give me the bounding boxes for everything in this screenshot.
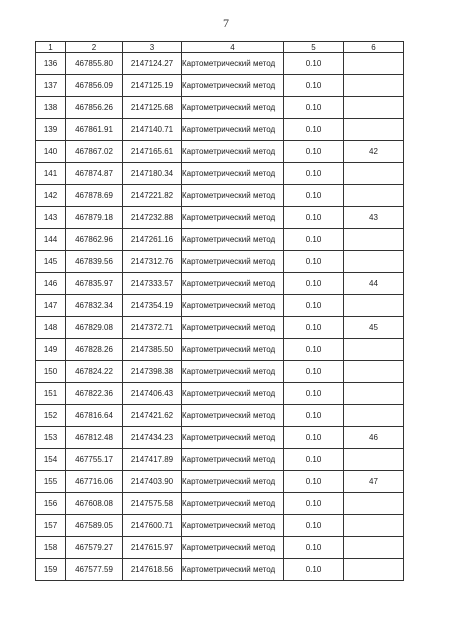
- x-coordinate-cell: 467862.96: [66, 229, 123, 251]
- point-number-cell: 152: [36, 405, 66, 427]
- point-number-cell: 153: [36, 427, 66, 449]
- table-row: [36, 229, 404, 251]
- point-number-cell: 158: [36, 537, 66, 559]
- x-coordinate-cell: 467755.17: [66, 449, 123, 471]
- x-coordinate-cell: 467867.02: [66, 141, 123, 163]
- x-coordinate-cell: 467577.59: [66, 559, 123, 581]
- y-coordinate-cell: 2147417.89: [123, 449, 182, 471]
- y-coordinate-cell: 2147406.43: [123, 383, 182, 405]
- extra-cell: [344, 295, 404, 317]
- table-row: [36, 405, 404, 427]
- extra-cell: [344, 537, 404, 559]
- y-coordinate-cell: 2147165.61: [123, 141, 182, 163]
- x-coordinate-cell: 467822.36: [66, 383, 123, 405]
- y-coordinate-cell: 2147434.23: [123, 427, 182, 449]
- x-coordinate-cell: 467835.97: [66, 273, 123, 295]
- method-cell: Картометрический метод: [182, 75, 284, 97]
- y-coordinate-cell: 2147125.19: [123, 75, 182, 97]
- y-coordinate-cell: 2147403.90: [123, 471, 182, 493]
- method-cell: Картометрический метод: [182, 251, 284, 273]
- accuracy-cell: 0.10: [284, 185, 344, 207]
- y-coordinate-cell: 2147618.56: [123, 559, 182, 581]
- point-number-cell: 151: [36, 383, 66, 405]
- method-cell: Картометрический метод: [182, 163, 284, 185]
- accuracy-cell: 0.10: [284, 97, 344, 119]
- table-row: [36, 559, 404, 581]
- y-coordinate-cell: 2147398.38: [123, 361, 182, 383]
- x-coordinate-cell: 467824.22: [66, 361, 123, 383]
- x-coordinate-cell: 467589.05: [66, 515, 123, 537]
- column-header-3: 3: [123, 42, 182, 53]
- table-row: [36, 119, 404, 141]
- method-cell: Картометрический метод: [182, 295, 284, 317]
- x-coordinate-cell: 467829.08: [66, 317, 123, 339]
- x-coordinate-cell: 467812.48: [66, 427, 123, 449]
- accuracy-cell: 0.10: [284, 295, 344, 317]
- x-coordinate-cell: 467608.08: [66, 493, 123, 515]
- table-row: [36, 339, 404, 361]
- method-cell: Картометрический метод: [182, 229, 284, 251]
- point-number-cell: 146: [36, 273, 66, 295]
- extra-cell: [344, 449, 404, 471]
- x-coordinate-cell: 467839.56: [66, 251, 123, 273]
- x-coordinate-cell: 467816.64: [66, 405, 123, 427]
- extra-cell: [344, 53, 404, 75]
- accuracy-cell: 0.10: [284, 273, 344, 295]
- accuracy-cell: 0.10: [284, 339, 344, 361]
- accuracy-cell: 0.10: [284, 317, 344, 339]
- point-number-cell: 156: [36, 493, 66, 515]
- column-header-1: 1: [36, 42, 66, 53]
- x-coordinate-cell: 467878.69: [66, 185, 123, 207]
- point-number-cell: 137: [36, 75, 66, 97]
- table-row: [36, 97, 404, 119]
- table-row: [36, 75, 404, 97]
- method-cell: Картометрический метод: [182, 207, 284, 229]
- extra-cell: 45: [344, 317, 404, 339]
- accuracy-cell: 0.10: [284, 75, 344, 97]
- accuracy-cell: 0.10: [284, 493, 344, 515]
- table-row: [36, 471, 404, 493]
- coordinates-table: [35, 41, 404, 581]
- method-cell: Картометрический метод: [182, 559, 284, 581]
- x-coordinate-cell: 467879.18: [66, 207, 123, 229]
- method-cell: Картометрический метод: [182, 361, 284, 383]
- y-coordinate-cell: 2147124.27: [123, 53, 182, 75]
- accuracy-cell: 0.10: [284, 251, 344, 273]
- x-coordinate-cell: 467716.06: [66, 471, 123, 493]
- method-cell: Картометрический метод: [182, 537, 284, 559]
- point-number-cell: 136: [36, 53, 66, 75]
- table-row: [36, 273, 404, 295]
- coordinates-table-body: [36, 42, 404, 581]
- table-row: [36, 141, 404, 163]
- accuracy-cell: 0.10: [284, 383, 344, 405]
- extra-cell: 44: [344, 273, 404, 295]
- table-row: [36, 383, 404, 405]
- y-coordinate-cell: 2147372.71: [123, 317, 182, 339]
- point-number-cell: 155: [36, 471, 66, 493]
- accuracy-cell: 0.10: [284, 405, 344, 427]
- table-header-row: [36, 42, 404, 53]
- extra-cell: [344, 361, 404, 383]
- accuracy-cell: 0.10: [284, 141, 344, 163]
- point-number-cell: 139: [36, 119, 66, 141]
- y-coordinate-cell: 2147140.71: [123, 119, 182, 141]
- extra-cell: [344, 119, 404, 141]
- point-number-cell: 149: [36, 339, 66, 361]
- point-number-cell: 140: [36, 141, 66, 163]
- column-header-6: 6: [344, 42, 404, 53]
- extra-cell: 46: [344, 427, 404, 449]
- table-row: [36, 163, 404, 185]
- table-row: [36, 493, 404, 515]
- point-number-cell: 144: [36, 229, 66, 251]
- method-cell: Картометрический метод: [182, 97, 284, 119]
- method-cell: Картометрический метод: [182, 383, 284, 405]
- accuracy-cell: 0.10: [284, 163, 344, 185]
- accuracy-cell: 0.10: [284, 559, 344, 581]
- y-coordinate-cell: 2147385.50: [123, 339, 182, 361]
- extra-cell: [344, 229, 404, 251]
- y-coordinate-cell: 2147125.68: [123, 97, 182, 119]
- extra-cell: [344, 163, 404, 185]
- table-row: [36, 251, 404, 273]
- y-coordinate-cell: 2147600.71: [123, 515, 182, 537]
- accuracy-cell: 0.10: [284, 427, 344, 449]
- table-row: [36, 185, 404, 207]
- y-coordinate-cell: 2147575.58: [123, 493, 182, 515]
- x-coordinate-cell: 467855.80: [66, 53, 123, 75]
- method-cell: Картометрический метод: [182, 515, 284, 537]
- table-row: [36, 515, 404, 537]
- method-cell: Картометрический метод: [182, 317, 284, 339]
- extra-cell: [344, 559, 404, 581]
- table-row: [36, 537, 404, 559]
- y-coordinate-cell: 2147261.16: [123, 229, 182, 251]
- x-coordinate-cell: 467856.09: [66, 75, 123, 97]
- extra-cell: 42: [344, 141, 404, 163]
- column-header-5: 5: [284, 42, 344, 53]
- column-header-4: 4: [182, 42, 284, 53]
- point-number-cell: 154: [36, 449, 66, 471]
- page-number: 7: [223, 16, 229, 30]
- accuracy-cell: 0.10: [284, 53, 344, 75]
- method-cell: Картометрический метод: [182, 273, 284, 295]
- method-cell: Картометрический метод: [182, 119, 284, 141]
- extra-cell: [344, 515, 404, 537]
- extra-cell: 47: [344, 471, 404, 493]
- x-coordinate-cell: 467861.91: [66, 119, 123, 141]
- y-coordinate-cell: 2147354.19: [123, 295, 182, 317]
- point-number-cell: 141: [36, 163, 66, 185]
- table-row: [36, 449, 404, 471]
- point-number-cell: 138: [36, 97, 66, 119]
- x-coordinate-cell: 467828.26: [66, 339, 123, 361]
- method-cell: Картометрический метод: [182, 427, 284, 449]
- extra-cell: [344, 383, 404, 405]
- accuracy-cell: 0.10: [284, 537, 344, 559]
- method-cell: Картометрический метод: [182, 141, 284, 163]
- y-coordinate-cell: 2147221.82: [123, 185, 182, 207]
- method-cell: Картометрический метод: [182, 493, 284, 515]
- y-coordinate-cell: 2147180.34: [123, 163, 182, 185]
- extra-cell: [344, 185, 404, 207]
- y-coordinate-cell: 2147615.97: [123, 537, 182, 559]
- table-row: [36, 317, 404, 339]
- point-number-cell: 157: [36, 515, 66, 537]
- accuracy-cell: 0.10: [284, 515, 344, 537]
- extra-cell: [344, 75, 404, 97]
- point-number-cell: 150: [36, 361, 66, 383]
- method-cell: Картометрический метод: [182, 53, 284, 75]
- table-row: [36, 207, 404, 229]
- y-coordinate-cell: 2147421.62: [123, 405, 182, 427]
- point-number-cell: 147: [36, 295, 66, 317]
- method-cell: Картометрический метод: [182, 339, 284, 361]
- y-coordinate-cell: 2147333.57: [123, 273, 182, 295]
- extra-cell: [344, 493, 404, 515]
- accuracy-cell: 0.10: [284, 449, 344, 471]
- accuracy-cell: 0.10: [284, 361, 344, 383]
- x-coordinate-cell: 467856.26: [66, 97, 123, 119]
- extra-cell: [344, 97, 404, 119]
- point-number-cell: 143: [36, 207, 66, 229]
- table-row: [36, 361, 404, 383]
- y-coordinate-cell: 2147232.88: [123, 207, 182, 229]
- extra-cell: [344, 251, 404, 273]
- method-cell: Картометрический метод: [182, 185, 284, 207]
- extra-cell: 43: [344, 207, 404, 229]
- method-cell: Картометрический метод: [182, 405, 284, 427]
- accuracy-cell: 0.10: [284, 229, 344, 251]
- table-row: [36, 427, 404, 449]
- y-coordinate-cell: 2147312.76: [123, 251, 182, 273]
- point-number-cell: 145: [36, 251, 66, 273]
- point-number-cell: 142: [36, 185, 66, 207]
- table-row: [36, 53, 404, 75]
- extra-cell: [344, 405, 404, 427]
- accuracy-cell: 0.10: [284, 207, 344, 229]
- x-coordinate-cell: 467874.87: [66, 163, 123, 185]
- point-number-cell: 148: [36, 317, 66, 339]
- accuracy-cell: 0.10: [284, 119, 344, 141]
- table-row: [36, 295, 404, 317]
- method-cell: Картометрический метод: [182, 471, 284, 493]
- column-header-2: 2: [66, 42, 123, 53]
- point-number-cell: 159: [36, 559, 66, 581]
- accuracy-cell: 0.10: [284, 471, 344, 493]
- x-coordinate-cell: 467832.34: [66, 295, 123, 317]
- method-cell: Картометрический метод: [182, 449, 284, 471]
- x-coordinate-cell: 467579.27: [66, 537, 123, 559]
- extra-cell: [344, 339, 404, 361]
